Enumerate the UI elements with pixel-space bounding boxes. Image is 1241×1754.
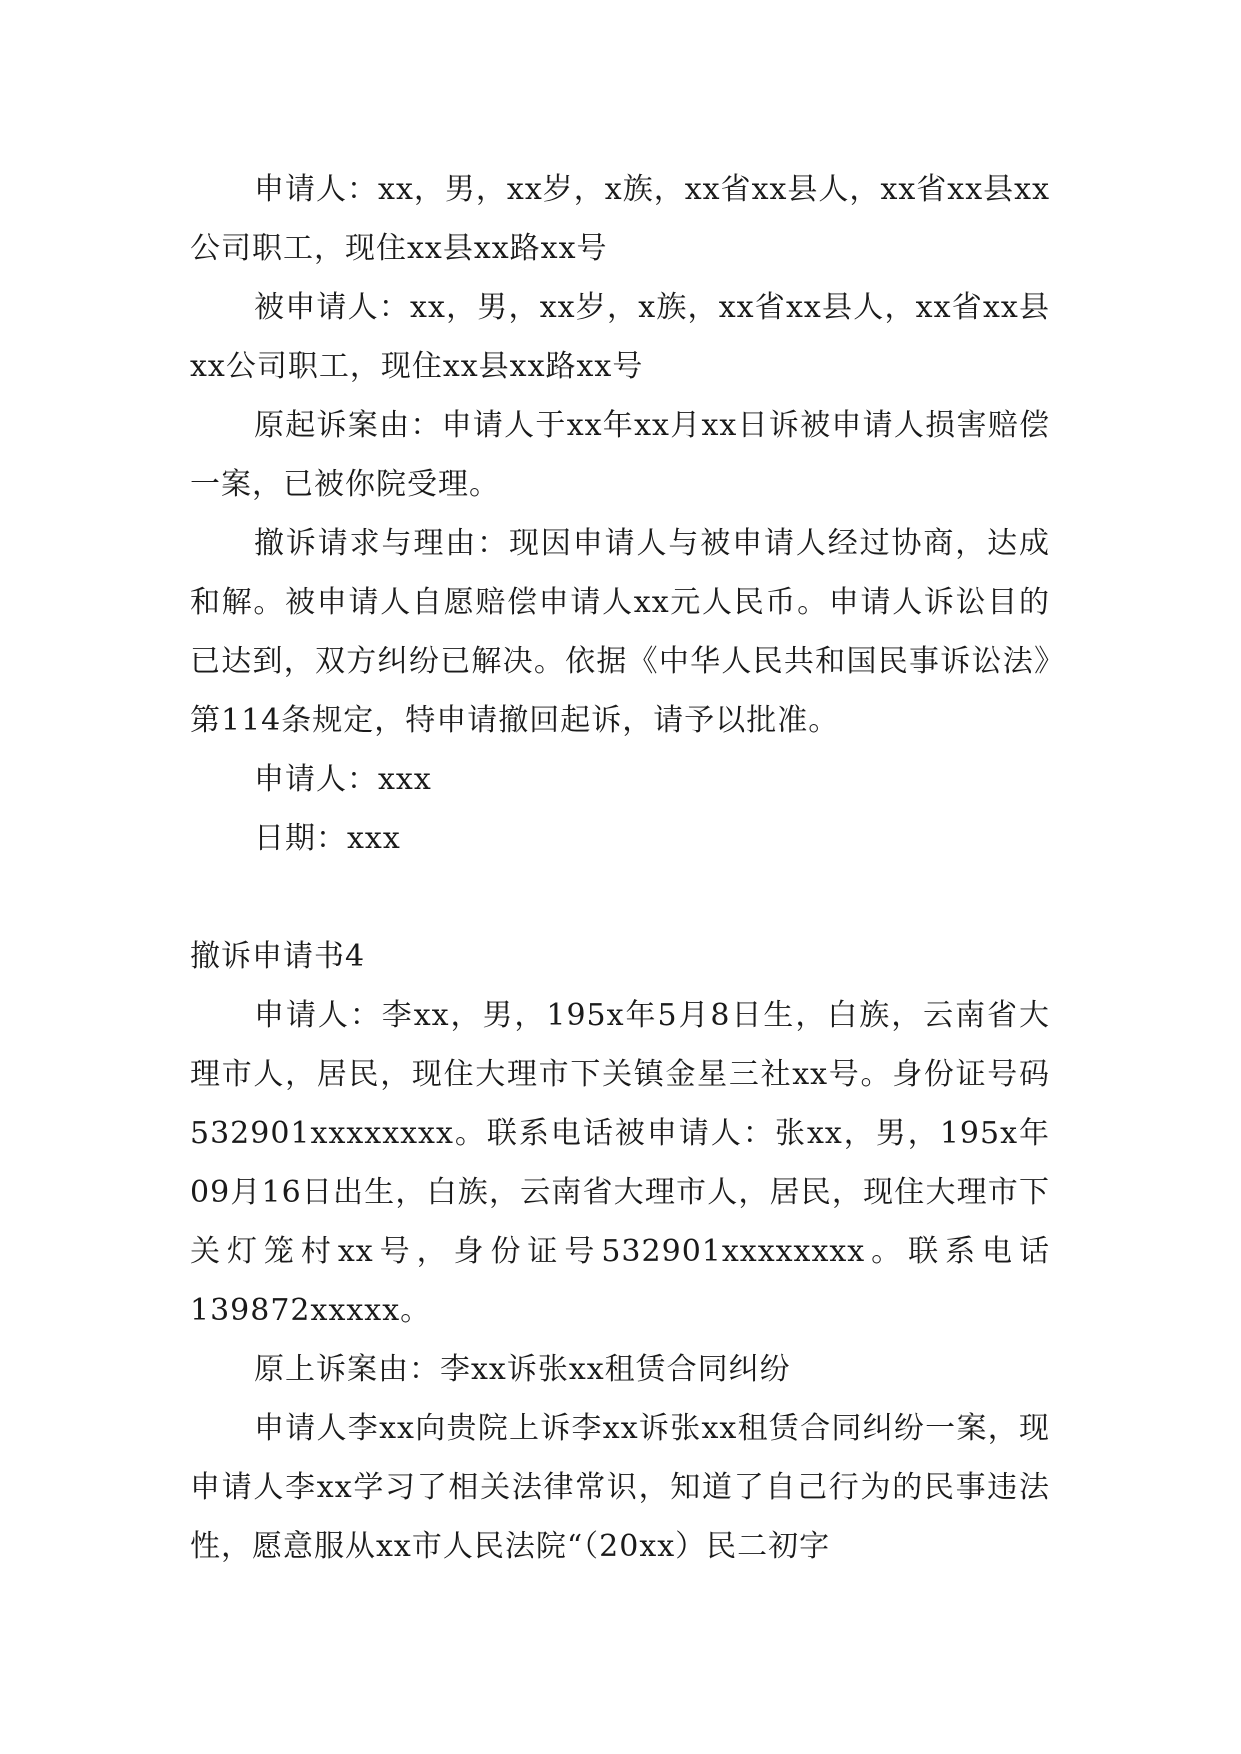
document-body xyxy=(190,160,1050,1576)
signature-line: 申请人：xxx xyxy=(254,762,432,797)
original-appeal-paragraph: 原上诉案由：李xx诉张xx租赁合同纠纷 xyxy=(254,1352,791,1387)
respondent-paragraph: 被申请人：xx，男，xx岁，x族，xx省xx县人，xx省xx县xx公司职工，现住xx县xx路xx号 xyxy=(190,290,1050,384)
date-line: 日期：xxx xyxy=(254,821,401,856)
section-title: 撤诉申请书4 xyxy=(190,939,366,974)
body-paragraph: 申请人李xx向贵院上诉李xx诉张xx租赁合同纠纷一案，现申请人李xx学习了相关法律常识，知道了自己行为的民事违法性，愿意服从xx市人民法院“（20xx）民二初字 xyxy=(190,1411,1050,1564)
applicant-4-paragraph: 申请人：李xx，男，195x年5月8日生，白族，云南省大理市人，居民，现住大理市下关镇金星三社xx号。身份证号码532901xxxxxxxx。联系电话被申请人：张xx，男，195x年09月16日出生，白族，云南省大理市人，居民，现住大理市下关灯笼村xx号，身份证号532901xxxxxxxx。联系电话139872xxxxx。 xyxy=(190,998,1050,1328)
request-reason-paragraph: 撤诉请求与理由：现因申请人与被申请人经过协商，达成和解。被申请人自愿赔偿申请人xx元人民币。申请人诉讼目的已达到，双方纠纷已解决。依据《中华人民共和国民事诉讼法》第114条规定，特申请撤回起诉，请予以批准。 xyxy=(190,526,1050,738)
original-case-paragraph: 原起诉案由：申请人于xx年xx月xx日诉被申请人损害赔偿一案，已被你院受理。 xyxy=(190,408,1050,502)
section-gap xyxy=(190,868,1050,927)
applicant-paragraph: 申请人：xx，男，xx岁，x族，xx省xx县人，xx省xx县xx公司职工，现住xx县xx路xx号 xyxy=(190,172,1050,266)
